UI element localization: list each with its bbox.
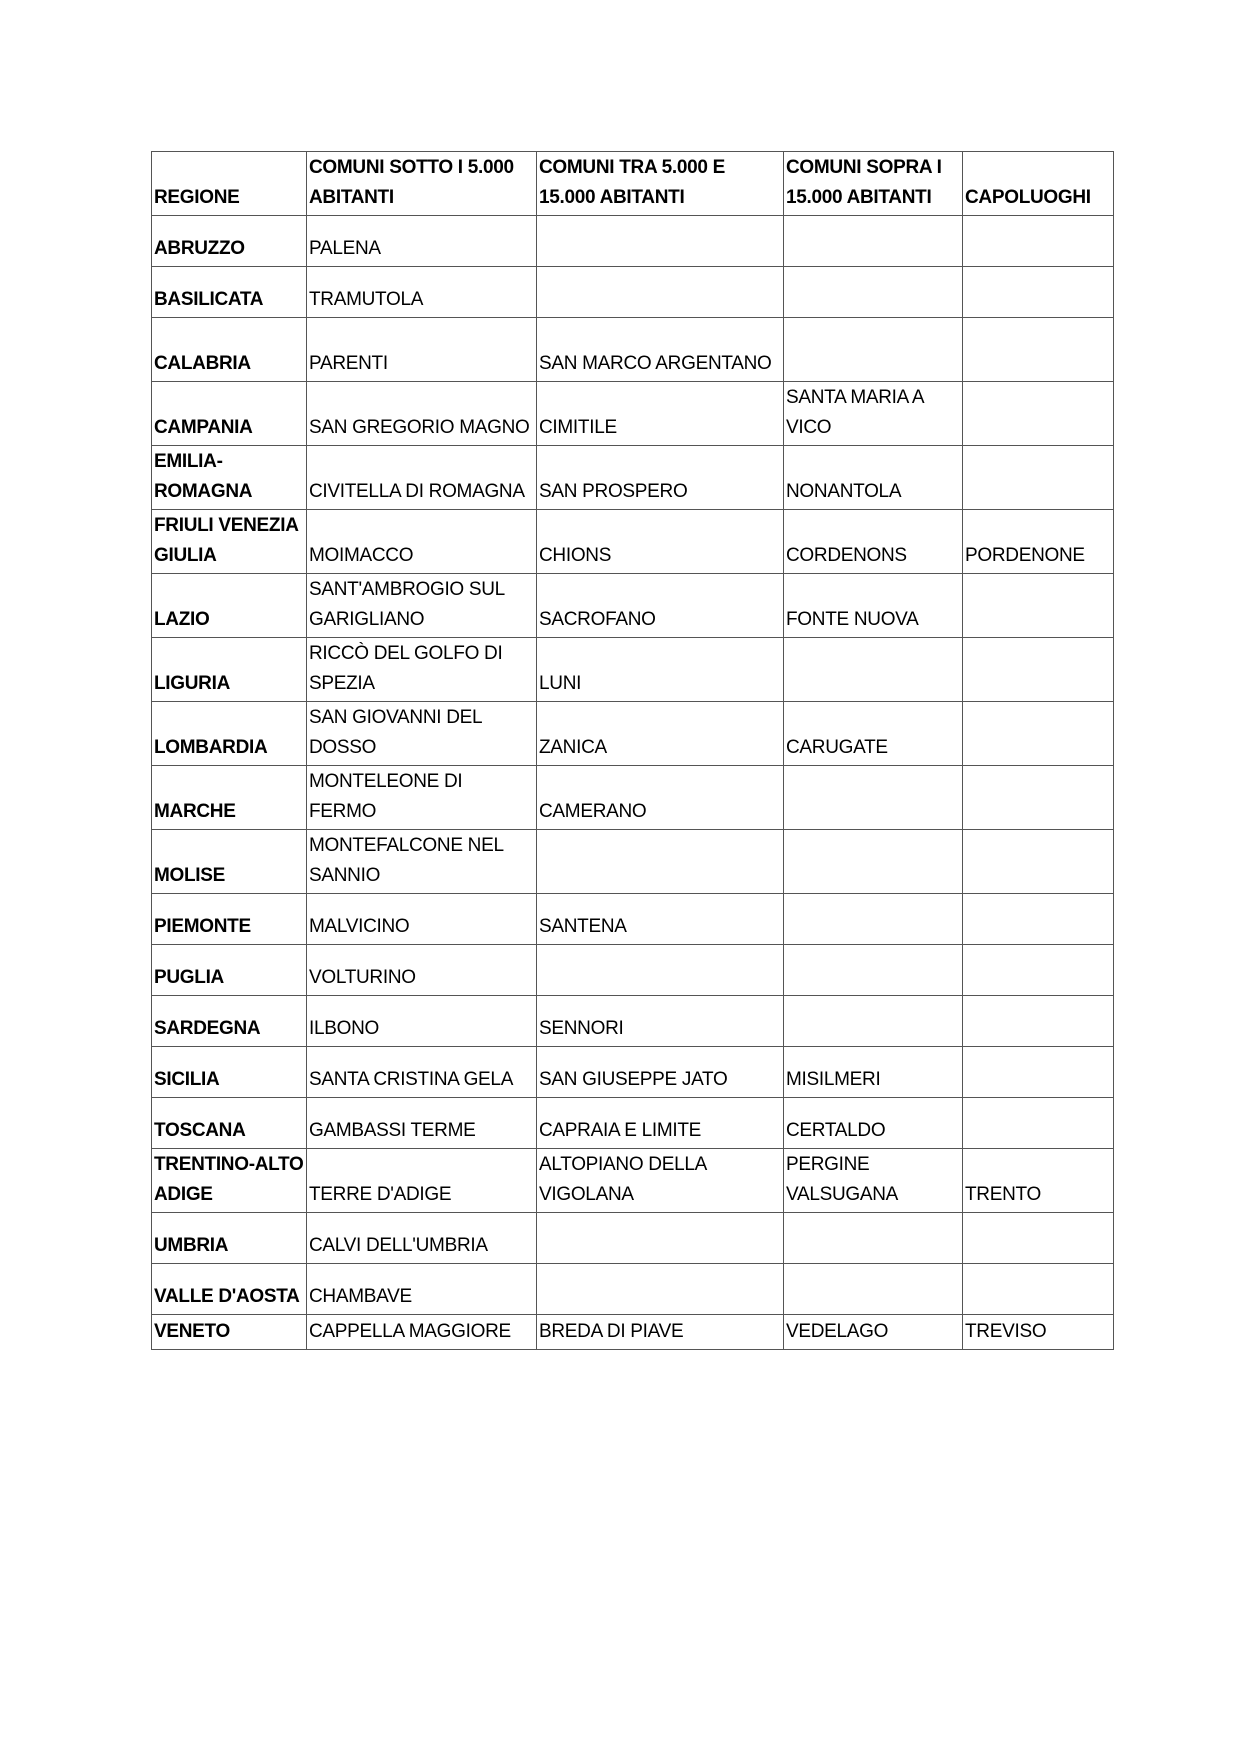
- comune-cell: [537, 267, 784, 318]
- comune-cell: [537, 1213, 784, 1264]
- column-header: CAPOLUOGHI: [963, 152, 1114, 216]
- table-row: [152, 945, 1114, 996]
- region-cell: TOSCANA: [152, 1098, 307, 1149]
- comune-cell: PALENA: [307, 216, 537, 267]
- comune-cell: CORDENONS: [784, 510, 963, 574]
- table-row: [152, 996, 1114, 1047]
- table-row: [152, 894, 1114, 945]
- comune-cell: [963, 318, 1114, 382]
- comune-cell: CERTALDO: [784, 1098, 963, 1149]
- comune-cell: [784, 267, 963, 318]
- comune-cell: RICCÒ DEL GOLFO DI SPEZIA: [307, 638, 537, 702]
- table-row: [152, 1264, 1114, 1315]
- region-cell: MARCHE: [152, 766, 307, 830]
- table-row: [152, 702, 1114, 766]
- column-header: REGIONE: [152, 152, 307, 216]
- comune-cell: [537, 1264, 784, 1315]
- comune-cell: [784, 830, 963, 894]
- comune-cell: [963, 574, 1114, 638]
- region-cell: VENETO: [152, 1315, 307, 1350]
- comune-cell: [963, 267, 1114, 318]
- table-row: [152, 1149, 1114, 1213]
- column-header: COMUNI SOPRA I 15.000 ABITANTI: [784, 152, 963, 216]
- comune-cell: [963, 996, 1114, 1047]
- comune-cell: SANT'AMBROGIO SUL GARIGLIANO: [307, 574, 537, 638]
- table-row: [152, 638, 1114, 702]
- comune-cell: SANTENA: [537, 894, 784, 945]
- comune-cell: SAN PROSPERO: [537, 446, 784, 510]
- comune-cell: [963, 702, 1114, 766]
- comune-cell: CAPRAIA E LIMITE: [537, 1098, 784, 1149]
- region-cell: BASILICATA: [152, 267, 307, 318]
- comune-cell: [963, 766, 1114, 830]
- comune-cell: SACROFANO: [537, 574, 784, 638]
- table-row: [152, 216, 1114, 267]
- regions-table: [151, 151, 1114, 1350]
- comune-cell: LUNI: [537, 638, 784, 702]
- table-row: [152, 830, 1114, 894]
- region-cell: SICILIA: [152, 1047, 307, 1098]
- region-cell: LOMBARDIA: [152, 702, 307, 766]
- comune-cell: [963, 382, 1114, 446]
- comune-cell: ALTOPIANO DELLA VIGOLANA: [537, 1149, 784, 1213]
- region-cell: UMBRIA: [152, 1213, 307, 1264]
- table-row: [152, 510, 1114, 574]
- comune-cell: MONTELEONE DI FERMO: [307, 766, 537, 830]
- comune-cell: [963, 1264, 1114, 1315]
- table-row: [152, 574, 1114, 638]
- comune-cell: SANTA MARIA A VICO: [784, 382, 963, 446]
- region-cell: SARDEGNA: [152, 996, 307, 1047]
- comune-cell: TRENTO: [963, 1149, 1114, 1213]
- comune-cell: CIMITILE: [537, 382, 784, 446]
- table-row: [152, 1315, 1114, 1350]
- column-header: COMUNI SOTTO I 5.000 ABITANTI: [307, 152, 537, 216]
- region-cell: MOLISE: [152, 830, 307, 894]
- comune-cell: [784, 1213, 963, 1264]
- comune-cell: [963, 638, 1114, 702]
- comune-cell: [963, 945, 1114, 996]
- comune-cell: VOLTURINO: [307, 945, 537, 996]
- region-cell: PUGLIA: [152, 945, 307, 996]
- comune-cell: [537, 945, 784, 996]
- comune-cell: [784, 638, 963, 702]
- comune-cell: FONTE NUOVA: [784, 574, 963, 638]
- comune-cell: [963, 1098, 1114, 1149]
- comune-cell: [963, 830, 1114, 894]
- comune-cell: CAPPELLA MAGGIORE: [307, 1315, 537, 1350]
- comune-cell: [784, 945, 963, 996]
- table-row: [152, 1213, 1114, 1264]
- comune-cell: [963, 216, 1114, 267]
- comune-cell: MALVICINO: [307, 894, 537, 945]
- comune-cell: SANTA CRISTINA GELA: [307, 1047, 537, 1098]
- comune-cell: BREDA DI PIAVE: [537, 1315, 784, 1350]
- comune-cell: [963, 1213, 1114, 1264]
- region-cell: CAMPANIA: [152, 382, 307, 446]
- comune-cell: SAN GREGORIO MAGNO: [307, 382, 537, 446]
- comune-cell: MISILMERI: [784, 1047, 963, 1098]
- table-row: [152, 1098, 1114, 1149]
- comune-cell: [784, 766, 963, 830]
- comune-cell: ZANICA: [537, 702, 784, 766]
- comune-cell: ILBONO: [307, 996, 537, 1047]
- table-row: [152, 766, 1114, 830]
- comune-cell: [784, 894, 963, 945]
- region-cell: ABRUZZO: [152, 216, 307, 267]
- comune-cell: SAN GIOVANNI DEL DOSSO: [307, 702, 537, 766]
- comune-cell: [963, 446, 1114, 510]
- region-cell: LIGURIA: [152, 638, 307, 702]
- comune-cell: [784, 318, 963, 382]
- comune-cell: [537, 830, 784, 894]
- comune-cell: PORDENONE: [963, 510, 1114, 574]
- comune-cell: [537, 216, 784, 267]
- comune-cell: CHAMBAVE: [307, 1264, 537, 1315]
- region-cell: CALABRIA: [152, 318, 307, 382]
- comune-cell: [784, 216, 963, 267]
- region-cell: LAZIO: [152, 574, 307, 638]
- comune-cell: CAMERANO: [537, 766, 784, 830]
- table-row: [152, 267, 1114, 318]
- region-cell: TRENTINO-ALTO ADIGE: [152, 1149, 307, 1213]
- comune-cell: VEDELAGO: [784, 1315, 963, 1350]
- comune-cell: [963, 1047, 1114, 1098]
- comune-cell: NONANTOLA: [784, 446, 963, 510]
- comune-cell: TRAMUTOLA: [307, 267, 537, 318]
- region-cell: FRIULI VENEZIA GIULIA: [152, 510, 307, 574]
- comune-cell: PERGINE VALSUGANA: [784, 1149, 963, 1213]
- comune-cell: MONTEFALCONE NEL SANNIO: [307, 830, 537, 894]
- table-row: [152, 1047, 1114, 1098]
- comune-cell: TERRE D'ADIGE: [307, 1149, 537, 1213]
- table-row: [152, 318, 1114, 382]
- table-row: [152, 446, 1114, 510]
- region-cell: VALLE D'AOSTA: [152, 1264, 307, 1315]
- comune-cell: CARUGATE: [784, 702, 963, 766]
- comune-cell: SENNORI: [537, 996, 784, 1047]
- comune-cell: [963, 894, 1114, 945]
- comune-cell: CIVITELLA DI ROMAGNA: [307, 446, 537, 510]
- comune-cell: TREVISO: [963, 1315, 1114, 1350]
- comune-cell: CALVI DELL'UMBRIA: [307, 1213, 537, 1264]
- comune-cell: SAN GIUSEPPE JATO: [537, 1047, 784, 1098]
- comune-cell: [784, 1264, 963, 1315]
- region-cell: PIEMONTE: [152, 894, 307, 945]
- table-row: [152, 382, 1114, 446]
- comune-cell: SAN MARCO ARGENTANO: [537, 318, 784, 382]
- comune-cell: GAMBASSI TERME: [307, 1098, 537, 1149]
- comune-cell: [784, 996, 963, 1047]
- comune-cell: MOIMACCO: [307, 510, 537, 574]
- comune-cell: CHIONS: [537, 510, 784, 574]
- comune-cell: PARENTI: [307, 318, 537, 382]
- column-header: COMUNI TRA 5.000 E 15.000 ABITANTI: [537, 152, 784, 216]
- header-row: [152, 152, 1114, 216]
- region-cell: EMILIA-ROMAGNA: [152, 446, 307, 510]
